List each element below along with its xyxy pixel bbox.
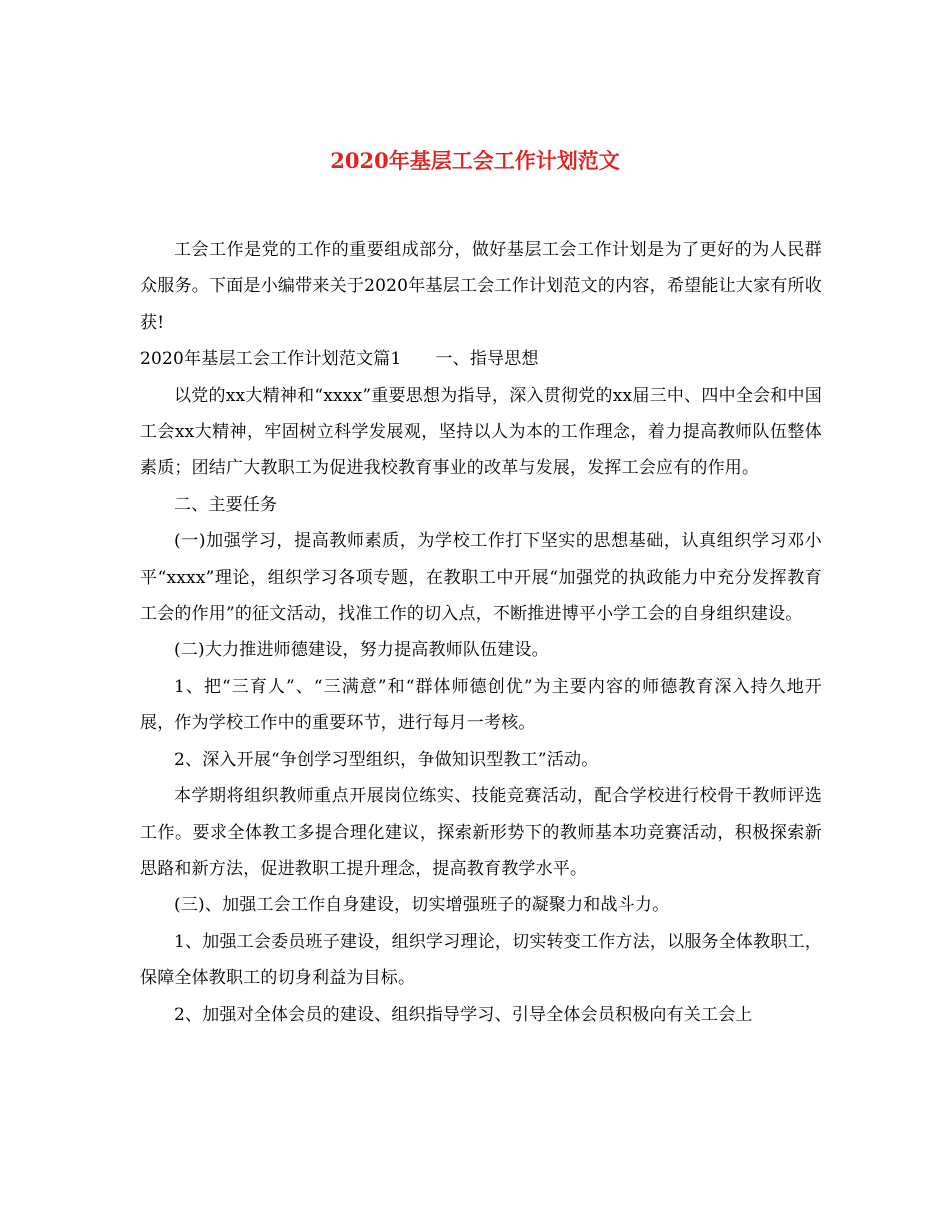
document-title: 2020年基层工会工作计划范文	[330, 148, 620, 173]
article-heading: 2020年基层工会工作计划范文篇1	[140, 349, 402, 370]
paragraph-task-2-item-2: 2、深入开展“争创学习型组织，争做知识型教工”活动。	[174, 749, 599, 770]
paragraph-intro: 工会工作是党的工作的重要组成部分，做好基层工会工作计划是为了更好的为人民群众服务。下面是小编带来关于2020年基层工会工作计划范文的内容，希望能让大家有所收获!	[140, 240, 822, 333]
paragraph-task-3: (三)、加强工会工作自身建设，切实增强班子的凝聚力和战斗力。	[174, 895, 670, 916]
paragraph-task-3-item-1: 1、加强工会委员班子建设，组织学习理论，切实转变工作方法，以服务全体教职工，保障全体教职工的切身利益为目标。	[140, 931, 822, 989]
paragraph-task-2-item-1: 1、把“三育人”、“三满意”和“群体师德创优”为主要内容的师德教育深入持久地开展，作为学校工作中的重要环节，进行每月一考核。	[140, 676, 822, 734]
document-body	[140, 232, 822, 1033]
section-heading-guiding-ideology: 一、指导思想	[435, 349, 539, 370]
paragraph-semester-plan: 本学期将组织教师重点开展岗位练实、技能竞赛活动，配合学校进行校骨干教师评选工作。要求全体教工多提合理化建议，探索新形势下的教师基本功竞赛活动，积极探索新思路和新方法，促进教职工提升理念，提高教育教学水平。	[140, 786, 822, 879]
paragraph-section-heading	[140, 341, 822, 377]
paragraph-task-2: (二)大力推进师德建设，努力提高教师队伍建设。	[174, 640, 549, 661]
paragraph-guiding-ideology: 以党的xx大精神和“xxxx”重要思想为指导，深入贯彻党的xx届三中、四中全会和中国工会xx大精神，牢固树立科学发展观，坚持以人为本的工作理念，着力提高教师队伍整体素质；团结广大教职工为促进我校教育事业的改革与发展，发挥工会应有的作用。	[140, 385, 822, 479]
paragraph-task-3-item-2: 2、加强对全体会员的建设、组织指导学习、引导全体会员积极向有关工会上	[174, 1004, 753, 1025]
paragraph-main-tasks-heading: 二、主要任务	[174, 494, 278, 515]
paragraph-task-1: (一)加强学习，提高教师素质，为学校工作打下坚实的思想基础，认真组织学习邓小平“xxxx”理论，组织学习各项专题，在教职工中开展“加强党的执政能力中充分发挥教育工会的作用”的征文活动，找准工作的切入点，不断推进博平小学工会的自身组织建设。	[140, 531, 822, 625]
